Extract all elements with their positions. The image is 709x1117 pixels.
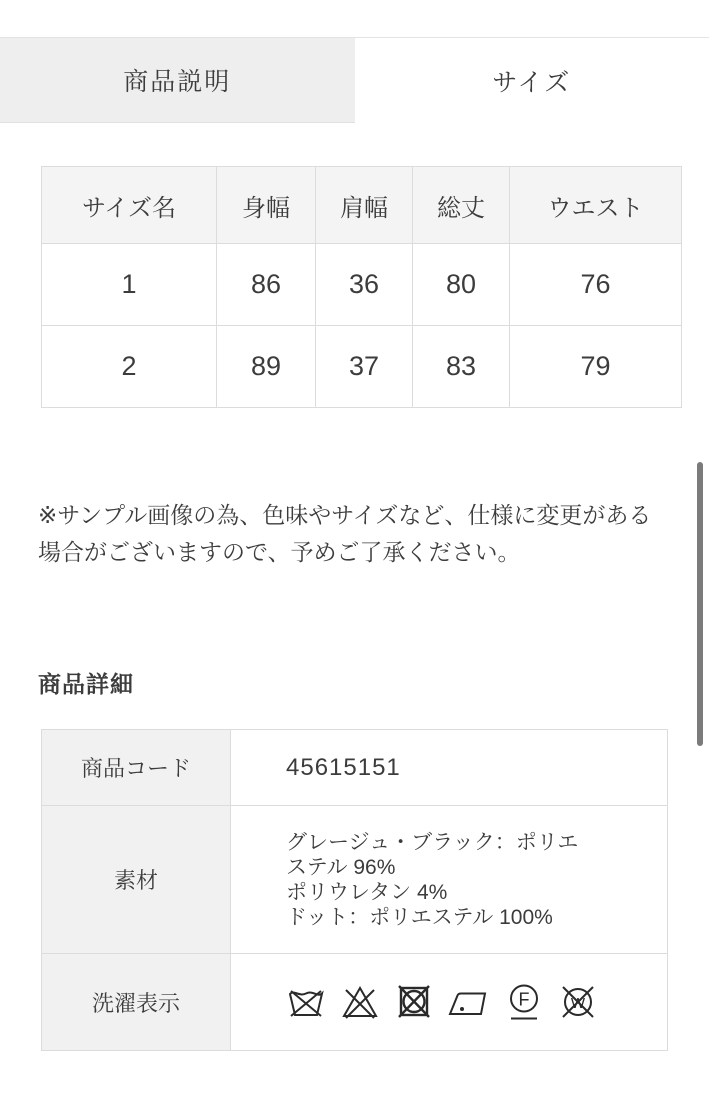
dry-clean-petroleum-gentle-icon [504, 982, 544, 1022]
header-size-name: サイズ名 [42, 167, 217, 244]
iron-low-temp-icon [448, 983, 490, 1021]
tab-product-description[interactable] [0, 38, 355, 123]
size-1-body-width: 86 [217, 244, 316, 326]
do-not-wash-icon [286, 983, 326, 1021]
material-row [42, 806, 668, 954]
scrollbar-thumb[interactable] [697, 462, 703, 746]
do-not-tumble-dry-icon [394, 983, 434, 1021]
size-1-total-length: 80 [413, 244, 510, 326]
product-code-label: 商品コード [42, 730, 231, 806]
header-body-width: 身幅 [217, 167, 316, 244]
product-details-heading: 商品詳細 [38, 666, 709, 699]
material-line-3: ドット：ポリエステル 100% [286, 905, 588, 930]
material-line-1: グレージュ・ブラック：ポリエステル 96% [286, 830, 588, 880]
header-total-length: 総丈 [413, 167, 510, 244]
header-waist: ウエスト [510, 167, 682, 244]
product-details-table [41, 729, 668, 1051]
size-table [41, 166, 682, 408]
product-code-row [42, 730, 668, 806]
tab-size-label: サイズ [492, 63, 571, 99]
svg-text:W: W [571, 995, 586, 1012]
material-label: 素材 [42, 806, 231, 954]
header-shoulder-width: 肩幅 [316, 167, 413, 244]
size-row-1 [42, 244, 682, 326]
tab-product-description-label: 商品説明 [123, 62, 231, 98]
do-not-wet-clean-icon [558, 983, 598, 1021]
size-2-waist: 79 [510, 326, 682, 408]
tab-size[interactable] [355, 38, 709, 123]
do-not-bleach-icon [340, 983, 380, 1021]
size-1-waist: 76 [510, 244, 682, 326]
material-line-2: ポリウレタン 4% [286, 880, 588, 905]
care-symbols [286, 982, 666, 1022]
size-2-body-width: 89 [217, 326, 316, 408]
product-code-value: 45615151 [231, 730, 668, 806]
size-table-header-row [42, 167, 682, 244]
material-value [286, 830, 588, 930]
svg-text:F: F [519, 990, 530, 1010]
size-row-2 [42, 326, 682, 408]
tab-bar [0, 37, 709, 123]
size-2-name: 2 [42, 326, 217, 408]
size-2-shoulder-width: 37 [316, 326, 413, 408]
size-2-total-length: 83 [413, 326, 510, 408]
sample-image-disclaimer: ※サンプル画像の為、色味やサイズなど、仕様に変更がある場合がございますので、予めご了承ください。 [38, 497, 668, 571]
size-1-shoulder-width: 36 [316, 244, 413, 326]
care-symbols-row [42, 954, 668, 1051]
care-label: 洗濯表示 [42, 954, 231, 1051]
size-1-name: 1 [42, 244, 217, 326]
